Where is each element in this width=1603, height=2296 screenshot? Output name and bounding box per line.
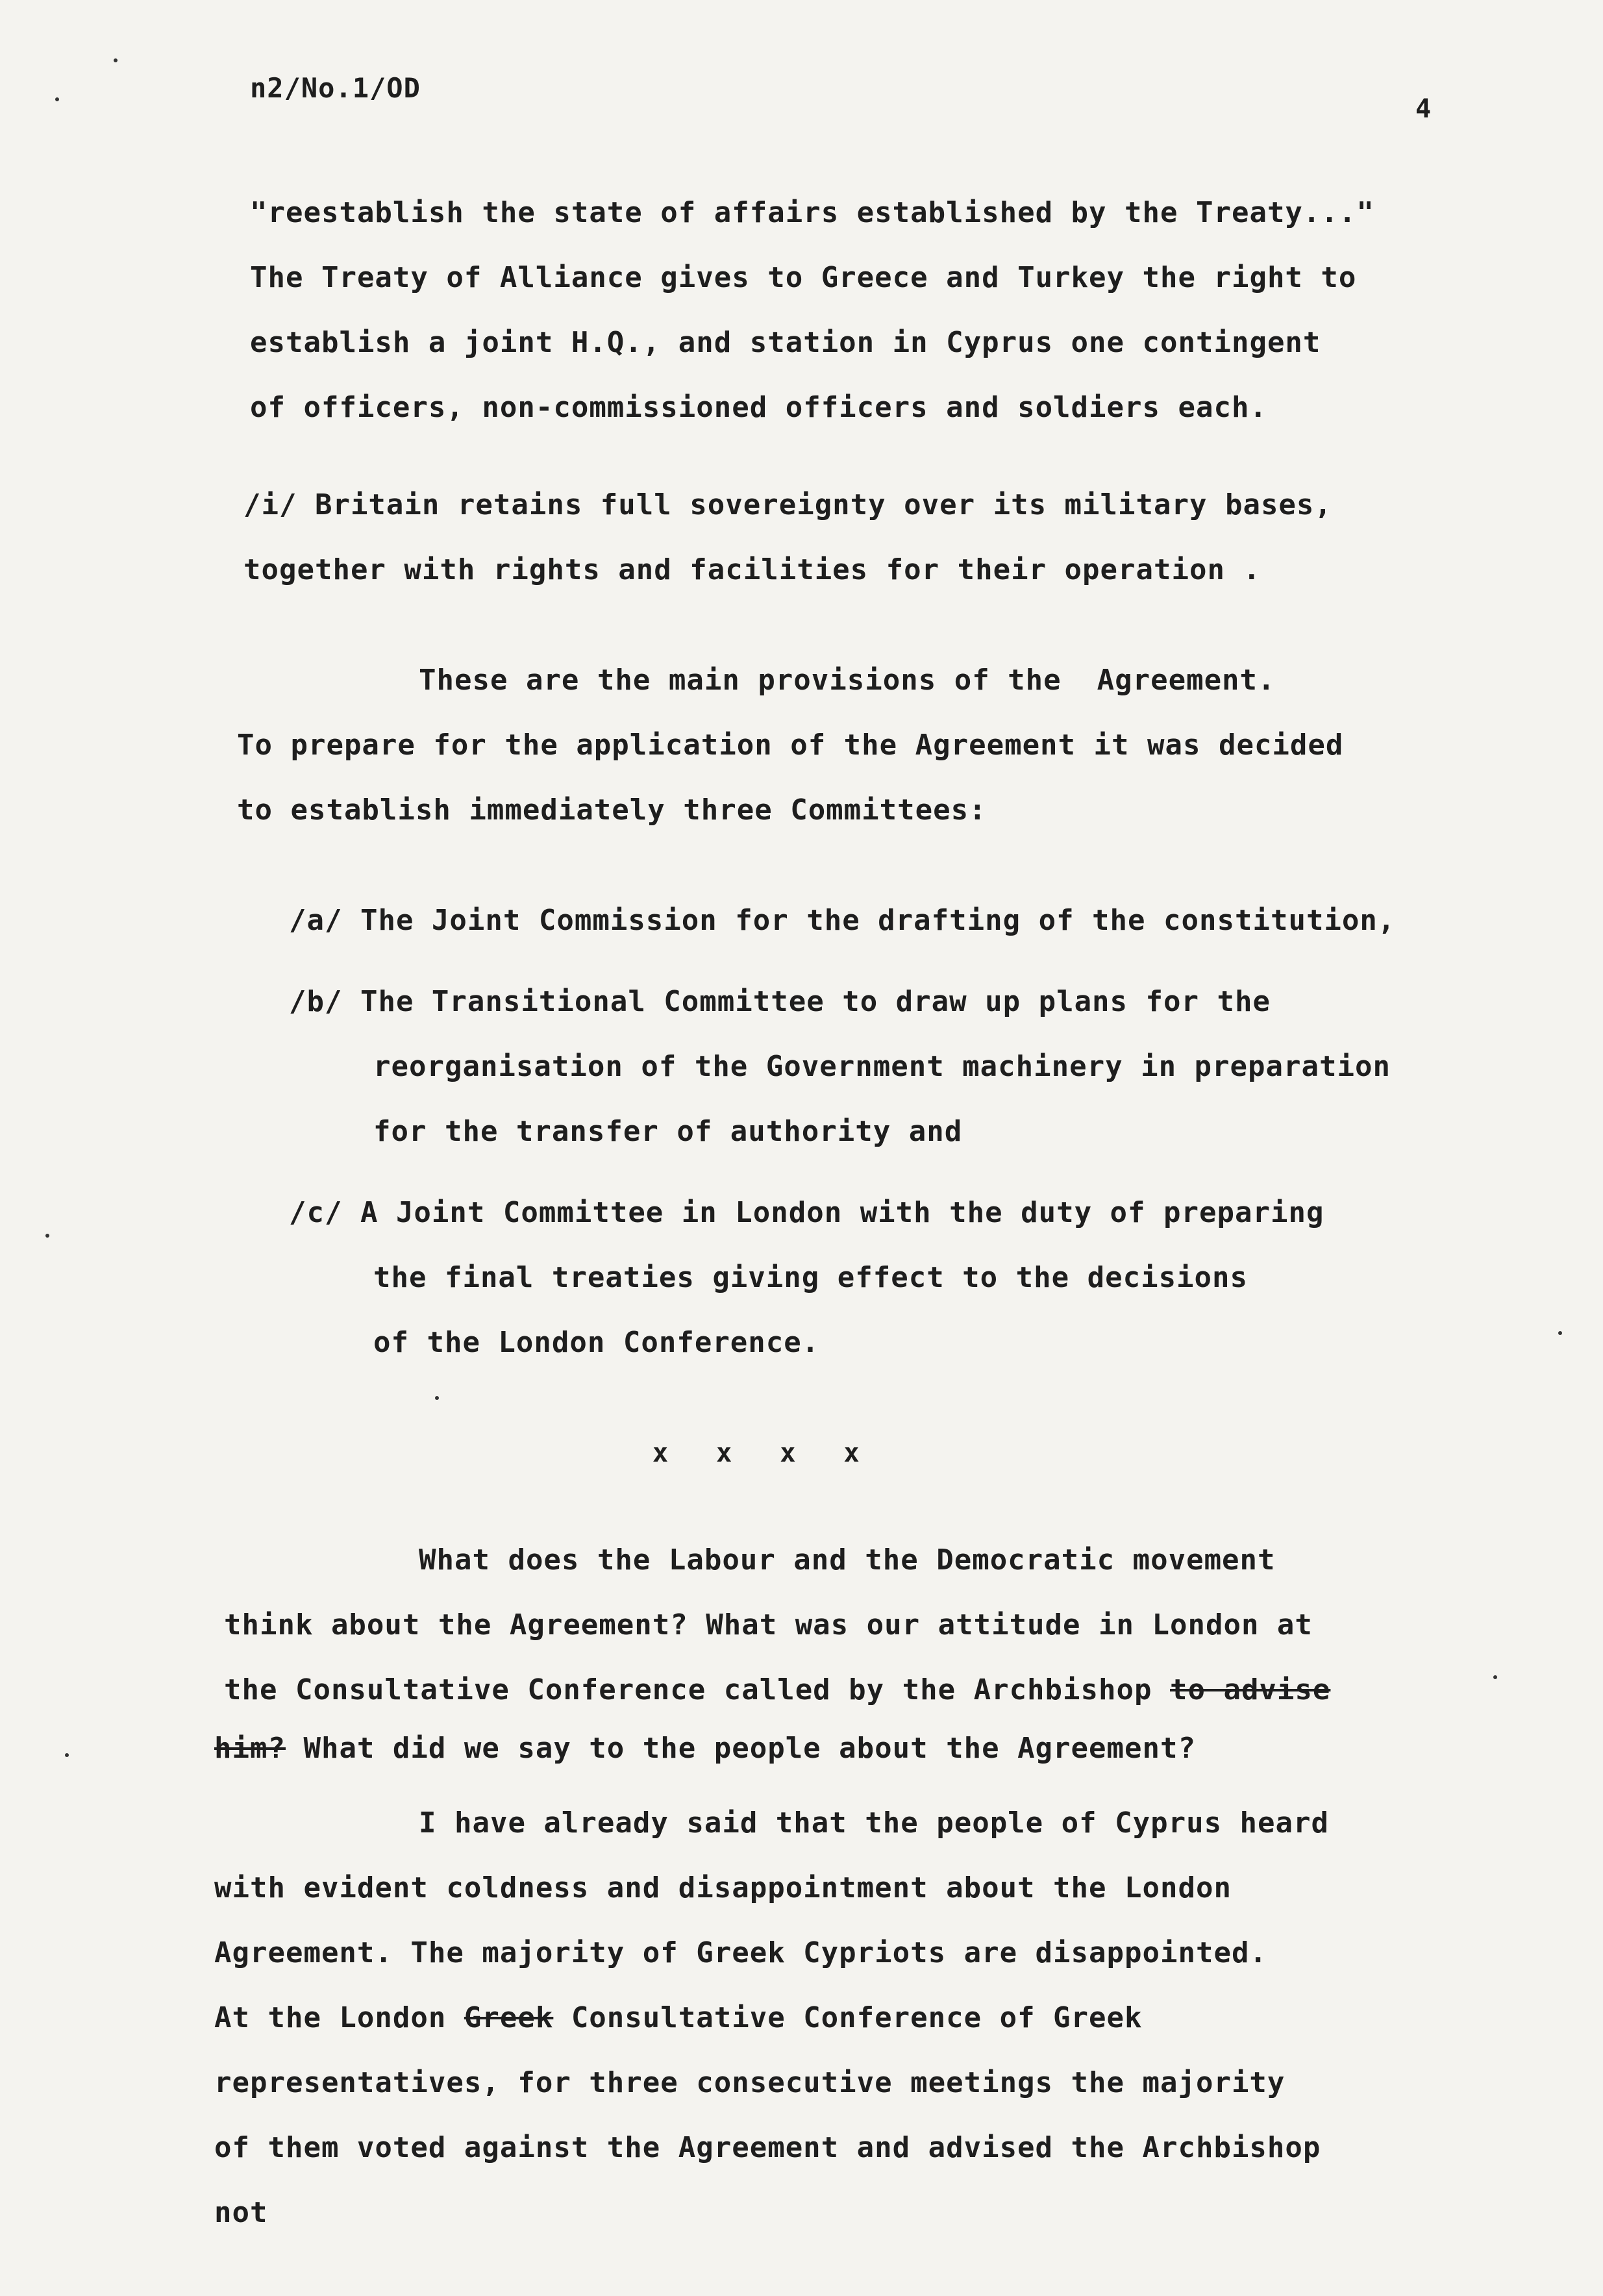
para1-line-1: "reestablish the state of affairs established by the Treaty..." <box>250 196 1374 229</box>
para4-line-1: I have already said that the people of Cyprus heard <box>419 1806 1330 1840</box>
para1-line-4: of officers, non-commissioned officers and soldiers each. <box>250 391 1267 424</box>
para4-line-5: representatives, for three consecutive meetings the majority <box>214 2066 1286 2099</box>
scan-speck <box>1493 1675 1497 1679</box>
scan-speck <box>55 97 59 101</box>
para1-line-3: establish a joint H.Q., and station in Cyprus one contingent <box>250 326 1321 359</box>
para2-line-2: To prepare for the application of the Agreement it was decided <box>237 729 1344 762</box>
list-item-c-line-3: of the London Conference. <box>373 1326 820 1359</box>
scan-speck <box>1558 1331 1562 1335</box>
item-i-line-1: /i/ Britain retains full sovereignty over its military bases, <box>243 488 1332 521</box>
list-item-b-line-1: /b/ The Transitional Committee to draw up plans for the <box>289 985 1271 1018</box>
para1-line-2: The Treaty of Alliance gives to Greece and Turkey the right to <box>250 261 1357 294</box>
para2-line-1: These are the main provisions of the Agreement. <box>419 664 1276 697</box>
para3-line-4 <box>214 1730 1196 1767</box>
list-item-b-line-3: for the transfer of authority and <box>373 1115 963 1148</box>
para3-line-4-text: What did we say to the people about the Agreement? <box>285 1732 1196 1765</box>
scan-speck <box>114 58 118 62</box>
para3-line-4-struck: him? <box>214 1732 286 1765</box>
para4-line-2: with evident coldness and disappointment about the London <box>214 1871 1232 1904</box>
para4-line-4-a: At the London <box>214 2001 464 2034</box>
document-reference: n2/No.1/OD <box>250 72 421 104</box>
para4-line-7: not <box>214 2196 268 2229</box>
scan-speck <box>45 1234 49 1238</box>
item-i-line-2: together with rights and facilities for their operation . <box>243 553 1261 586</box>
para3-line-3-text: the Consultative Conference called by the Archbishop <box>224 1673 1170 1706</box>
scan-speck <box>65 1753 69 1757</box>
section-separator: x x x x <box>652 1438 860 1468</box>
list-item-a: /a/ The Joint Commission for the drafting of the constitution, <box>289 904 1396 937</box>
list-item-b-line-2: reorganisation of the Government machinery in preparation <box>373 1050 1391 1083</box>
para3-line-3-struck: to advise <box>1169 1673 1331 1706</box>
para3-line-2: think about the Agreement? What was our attitude in London at <box>224 1608 1313 1641</box>
list-item-c-line-1: /c/ A Joint Committee in London with the duty of preparing <box>289 1196 1324 1229</box>
para2-line-3: to establish immediately three Committees: <box>237 793 987 827</box>
list-item-c-line-2: the final treaties giving effect to the decisions <box>373 1261 1249 1294</box>
para4-line-3: Agreement. The majority of Greek Cypriots are disappointed. <box>214 1936 1267 1969</box>
page-number: 4 <box>1415 94 1432 124</box>
para4-line-4-struck: Greek <box>464 2001 554 2034</box>
para4-line-4-b: Consultative Conference of Greek <box>553 2001 1143 2034</box>
para3-line-1: What does the Labour and the Democratic movement <box>419 1543 1276 1577</box>
para4-line-4 <box>214 2000 1143 2036</box>
para4-line-6: of them voted against the Agreement and advised the Archbishop <box>214 2131 1321 2164</box>
para3-line-3 <box>224 1672 1330 1708</box>
scan-speck <box>435 1396 439 1400</box>
